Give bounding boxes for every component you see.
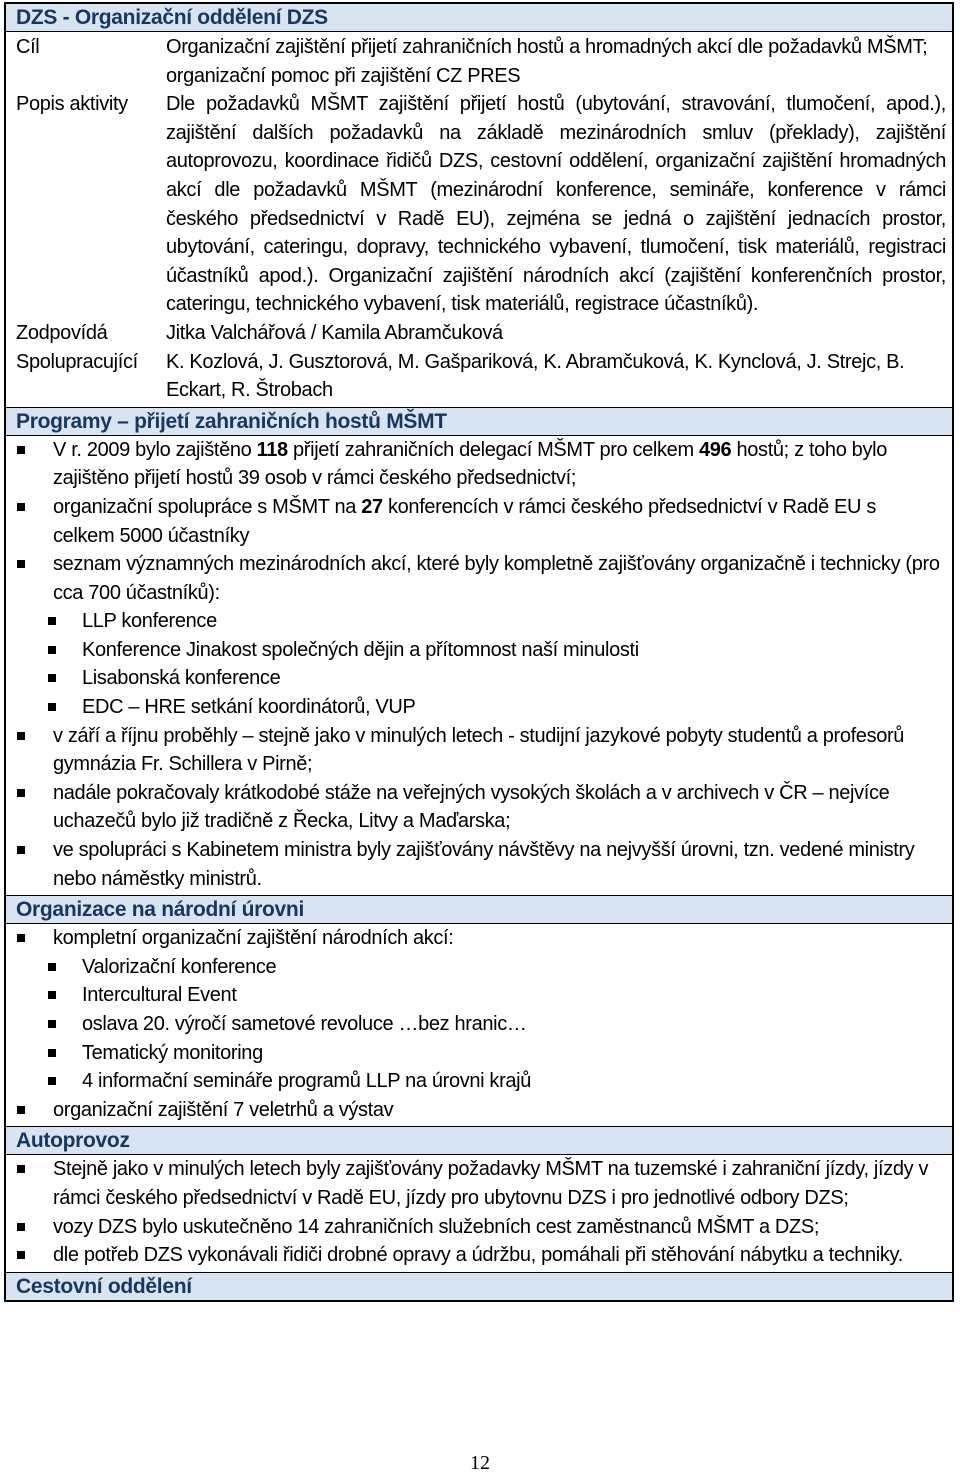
list-item: nadále pokračovaly krátkodobé stáže na veřejných vysokých školách a v archivech v ČR – nejvíce uchazečů bylo již tradičně z Řecka, Litvy a Maďarska;	[6, 779, 952, 836]
sub-list-item: LLP konference	[6, 607, 952, 636]
bullet-icon	[48, 963, 56, 971]
list-item: V r. 2009 bylo zajištěno 118 přijetí zahraničních delegací MŠMT pro celkem 496 hostů; z toho bylo zajištěno přijetí hostů 39 osob v rámci českého předsednictví;	[6, 436, 952, 493]
label-spoluprac: Spolupracující	[16, 350, 138, 373]
sub-list-item: Lisabonská konference	[6, 664, 952, 693]
heading-programy: Programy – přijetí zahraničních hostů MŠMT	[6, 407, 952, 436]
info-section	[6, 32, 952, 407]
bullet-icon	[17, 789, 25, 797]
sub-list-item: Valorizační konference	[6, 953, 952, 982]
autoprovoz-list	[6, 1155, 952, 1271]
bullet-icon	[17, 560, 25, 568]
list-item: dle potřeb DZS vykonávali řidiči drobné opravy a údržbu, pomáhali při stěhování nábytku a techniky.	[6, 1241, 952, 1270]
bullet-icon	[17, 1106, 25, 1114]
row-spoluprac	[6, 348, 952, 405]
list-item: Stejně jako v minulých letech byly zajišťovány požadavky MŠMT na tuzemské i zahraniční jízdy, jízdy v rámci českého předsednictví v Radě EU, jízdy pro ubytovnu DZS i pro jednotlivé odbory DZS;	[6, 1155, 952, 1212]
section-title: DZS - Organizační oddělení DZS	[6, 4, 952, 32]
sub-list-item: 4 informační semináře programů LLP na úrovni krajů	[6, 1067, 952, 1096]
bullet-icon	[48, 1020, 56, 1028]
bullet-icon	[17, 446, 25, 454]
label-popis: Popis aktivity	[16, 93, 128, 116]
label-zodpovida: Zodpovídá	[16, 321, 108, 344]
report-table	[4, 2, 954, 1302]
row-popis	[6, 90, 952, 319]
bullet-icon	[48, 674, 56, 682]
bullet-icon	[17, 846, 25, 854]
sub-list-item: Tematický monitoring	[6, 1039, 952, 1068]
bullet-icon	[48, 1077, 56, 1085]
list-item: ve spolupráci s Kabinetem ministra byly zajišťovány návštěvy na nejvyšší úrovni, tzn. vedené ministry nebo náměstky ministrů.	[6, 836, 952, 893]
row-zodpovida	[6, 319, 952, 348]
row-cil	[6, 33, 952, 90]
sub-list-item: Konference Jinakost společných dějin a přítomnost naší minulosti	[6, 636, 952, 665]
sub-list-item: EDC – HRE setkání koordinátorů, VUP	[6, 693, 952, 722]
narodni-list	[6, 924, 952, 1126]
sub-list-item: Intercultural Event	[6, 981, 952, 1010]
list-item: vozy DZS bylo uskutečněno 14 zahraničních služebních cest zaměstnanců MŠMT a DZS;	[6, 1213, 952, 1242]
bullet-icon	[48, 1049, 56, 1057]
heading-cestovni: Cestovní oddělení	[6, 1272, 952, 1300]
value-cil: Organizační zajištění přijetí zahraničních hostů a hromadných akcí dle požadavků MŠMT; organizační pomoc při zajištění CZ PRES	[166, 36, 928, 87]
value-spoluprac: K. Kozlová, J. Gusztorová, M. Gašpariková, K. Abramčuková, K. Kynclová, J. Strejc, B. Eckart, R. Štrobach	[166, 350, 905, 402]
list-item: kompletní organizační zajištění národních akcí:	[6, 924, 952, 953]
programy-list	[6, 436, 952, 896]
list-item: seznam významných mezinárodních akcí, které byly kompletně zajišťovány organizačně i technicky (pro cca 700 účastníků):	[6, 550, 952, 607]
heading-autoprovoz: Autoprovoz	[6, 1126, 952, 1155]
bullet-icon	[17, 1165, 25, 1173]
value-popis: Dle požadavků MŠMT zajištění přijetí hostů (ubytování, stravování, tlumočení, apod.), zajištění dalších požadavků na základě mezinárodních smluv (překlady), zajištění autoprovozu, koordinace řidičů DZS, cestovní oddělení, organizační zajištění hromadných akcí dle požadavků MŠMT (mezinárodní konference, semináře, konference v rámci českého předsednictví v Radě EU), zejména se jedná o zajištění jednacích prostor, ubytování, cateringu, dopravy, technického vybavení, tlumočení, tisk materiálů, registraci účastníků apod.). Organizační zajištění národních akcí (zajištění konferenčních prostor, cateringu, technického vybavení, tisk materiálů, registrace účastníků).	[166, 93, 946, 316]
sub-list-item: oslava 20. výročí sametové revoluce …bez hranic…	[6, 1010, 952, 1039]
label-cil: Cíl	[16, 36, 40, 58]
bullet-icon	[48, 617, 56, 625]
heading-narodni: Organizace na národní úrovni	[6, 895, 952, 924]
value-zodpovida: Jitka Valchářová / Kamila Abramčuková	[166, 321, 503, 344]
bullet-icon	[17, 503, 25, 511]
bullet-icon	[17, 1251, 25, 1259]
bullet-icon	[48, 646, 56, 654]
bullet-icon	[17, 1223, 25, 1231]
list-item: v září a říjnu proběhly – stejně jako v minulých letech - studijní jazykové pobyty studentů a profesorů gymnázia Fr. Schillera v Pirně;	[6, 722, 952, 779]
bullet-icon	[17, 732, 25, 740]
bullet-icon	[17, 934, 25, 942]
bullet-icon	[48, 703, 56, 711]
list-item: organizační spolupráce s MŠMT na 27 konferencích v rámci českého předsednictví v Radě EU s celkem 5000 účastníky	[6, 493, 952, 550]
bullet-icon	[48, 991, 56, 999]
page-number: 12	[470, 1452, 490, 1474]
list-item: organizační zajištění 7 veletrhů a výstav	[6, 1096, 952, 1125]
